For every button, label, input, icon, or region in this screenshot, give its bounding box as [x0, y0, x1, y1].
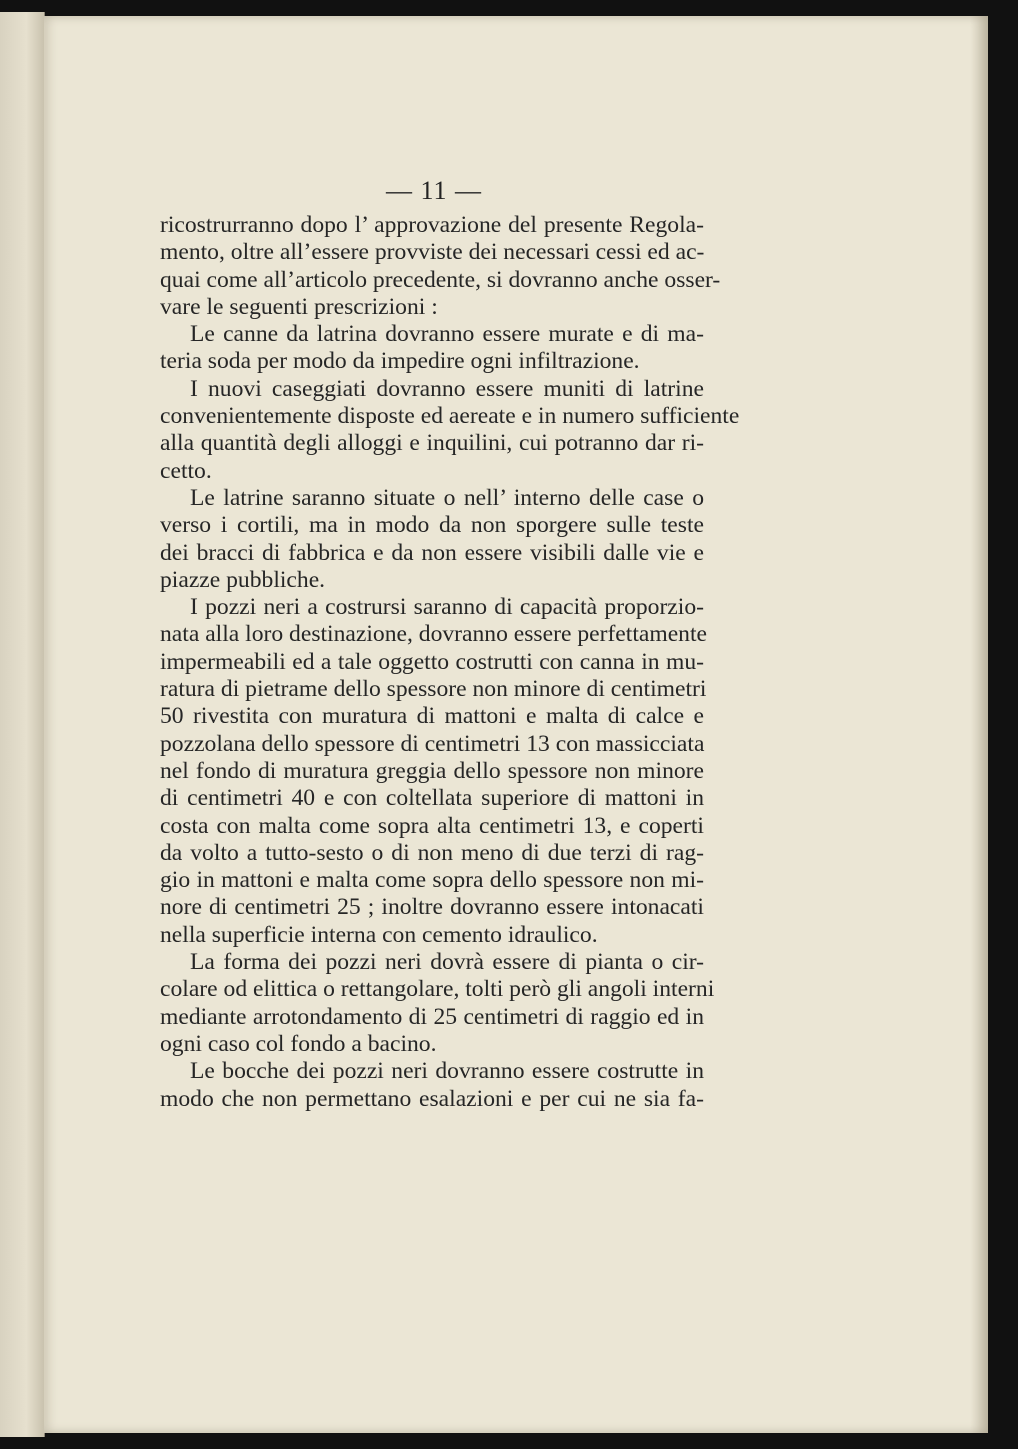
text-line: ratura di pietrame dello spessore non minore di centimetri [160, 676, 707, 703]
body-text [160, 212, 740, 1113]
text-line: nore di centimetri 25 ; inoltre dovranno essere intonacati [160, 894, 704, 921]
text-line: di centimetri 40 e con coltellata superiore di mattoni in [160, 785, 704, 812]
text-line: pozzolana dello spessore di centimetri 13 con massicciata [160, 730, 705, 757]
text-line: modo che non permettano esalazioni e per cui ne sia fa- [160, 1085, 704, 1112]
text-line: teria soda per modo da impedire ogni infiltrazione. [160, 348, 640, 375]
text-line: da volto a tutto-sesto o di non meno di due terzi di rag- [160, 839, 704, 866]
text-line: convenientemente disposte ed aereate e in numero sufficiente [160, 403, 740, 430]
document-page [44, 16, 988, 1433]
text-line: nata alla loro destinazione, dovranno essere perfettamente [160, 621, 707, 648]
text-line: Le canne da latrina dovranno essere murate e di ma- [190, 321, 704, 348]
text-line: quai come all’articolo precedente, si dovranno anche osser- [160, 266, 721, 293]
text-line: piazze pubbliche. [160, 566, 326, 593]
text-line: costa con malta come sopra alta centimetri 13, e coperti [160, 812, 704, 839]
text-line: Le bocche dei pozzi neri dovranno essere costrutte in [190, 1058, 704, 1085]
text-line: I pozzi neri a costrursi saranno di capacità proporzio- [190, 594, 704, 621]
left-page-edge [0, 12, 45, 1437]
text-line: vare le seguenti prescrizioni : [160, 293, 438, 320]
text-line: verso i cortili, ma in modo da non sporgere sulle teste [160, 512, 704, 539]
text-line: I nuovi caseggiati dovranno essere muniti di latrine [190, 375, 704, 402]
text-line: mediante arrotondamento di 25 centimetri di raggio ed in [160, 1003, 704, 1030]
text-line: gio in mattoni e malta come sopra dello spessore non mi- [160, 867, 704, 894]
page-right-edge [970, 16, 988, 1433]
text-line: Le latrine saranno situate o nell’ interno delle case o [190, 484, 704, 511]
text-line: La forma dei pozzi neri dovrà essere di pianta o cir- [190, 949, 704, 976]
text-line: colare od elittica o rettangolare, tolti però gli angoli interni [160, 976, 715, 1003]
text-line: alla quantità degli alloggi e inquilini, cui potranno dar ri- [160, 430, 704, 457]
text-line: nel fondo di muratura greggia dello spessore non minore [160, 757, 704, 784]
text-line: impermeabili ed a tale oggetto costrutti con canna in mu- [160, 648, 704, 675]
text-line: cetto. [160, 457, 212, 484]
text-line: dei bracci di fabbrica e da non essere visibili dalle vie e [160, 539, 704, 566]
text-line: nella superficie interna con cemento idraulico. [160, 921, 598, 948]
text-line: ogni caso col fondo a bacino. [160, 1030, 437, 1057]
text-line: mento, oltre all’essere provviste dei necessari cessi ed ac- [160, 239, 705, 266]
text-line: ricostrurranno dopo l’ approvazione del presente Regola- [160, 212, 704, 238]
text-line: 50 rivestita con muratura di mattoni e malta di calce e [160, 703, 704, 730]
page-number: — 11 — [385, 176, 483, 205]
